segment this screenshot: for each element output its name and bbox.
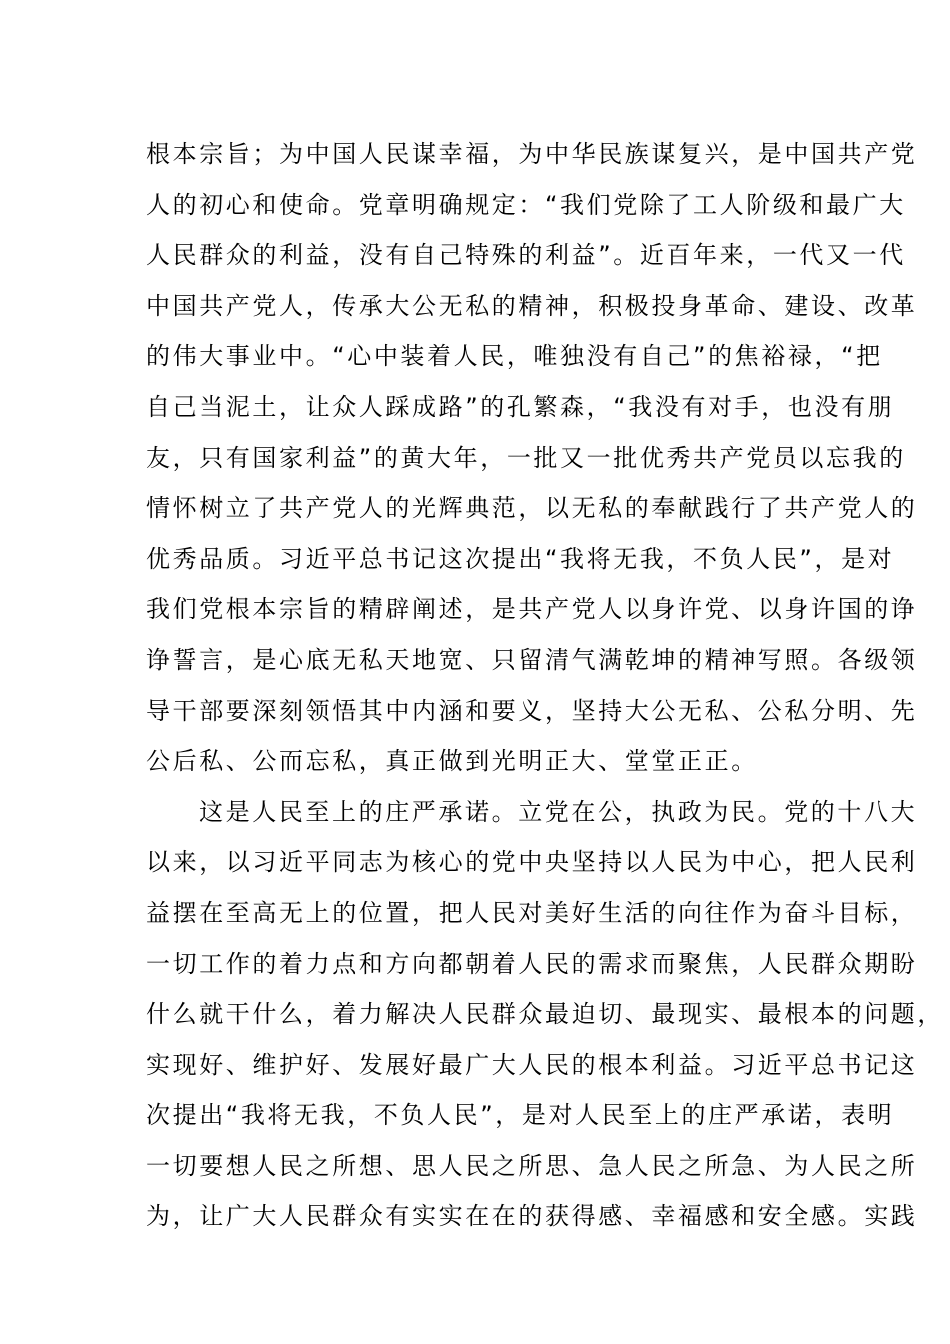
text-line: 人的初心和使命。党章明确规定：“我们党除了工人阶级和最广大 bbox=[146, 190, 906, 219]
text-line: 次提出“我将无我，不负人民”，是对人民至上的庄严承诺，表明 bbox=[146, 1101, 895, 1130]
text-line: 导干部要深刻领悟其中内涵和要义，坚持大公无私、公私分明、先 bbox=[146, 696, 918, 725]
paragraph-start-line: 这是人民至上的庄严承诺。立党在公，执政为民。党的十八大 bbox=[199, 797, 918, 826]
text-line: 友，只有国家利益”的黄大年，一批又一批优秀共产党员以忘我的 bbox=[146, 443, 906, 472]
text-line: 人民群众的利益，没有自己特殊的利益”。近百年来，一代又一代 bbox=[146, 241, 906, 270]
text-line: 为，让广大人民群众有实实在在的获得感、幸福感和安全感。实践 bbox=[146, 1202, 918, 1231]
text-line: 情怀树立了共产党人的光辉典范，以无私的奉献践行了共产党人的 bbox=[146, 494, 918, 523]
text-line: 的伟大事业中。“心中装着人民，唯独没有自己”的焦裕禄，“把 bbox=[146, 342, 883, 371]
text-line: 优秀品质。习近平总书记这次提出“我将无我，不负人民”，是对 bbox=[146, 544, 895, 573]
text-line: 诤誓言，是心底无私天地宽、只留清气满乾坤的精神写照。各级领 bbox=[146, 645, 918, 674]
body-text bbox=[146, 129, 944, 1242]
text-line: 以来，以习近平同志为核心的党中央坚持以人民为中心，把人民利 bbox=[146, 848, 918, 877]
text-line: 根本宗旨；为中国人民谋幸福，为中华民族谋复兴，是中国共产党 bbox=[146, 140, 918, 168]
text-line: 自己当泥土，让众人踩成路”的孔繁森，“我没有对手，也没有朋 bbox=[146, 392, 895, 421]
text-line: 我们党根本宗旨的精辟阐述，是共产党人以身许党、以身许国的诤 bbox=[146, 595, 918, 624]
text-line: 一切要想人民之所想、思人民之所思、急人民之所急、为人民之所 bbox=[146, 1151, 918, 1180]
text-line: 公后私、公而忘私，真正做到光明正大、堂堂正正。 bbox=[146, 747, 758, 776]
text-line: 一切工作的着力点和方向都朝着人民的需求而聚焦，人民群众期盼 bbox=[146, 949, 918, 978]
text-line: 中国共产党人，传承大公无私的精神，积极投身革命、建设、改革 bbox=[146, 291, 918, 320]
text-line: 实现好、维护好、发展好最广大人民的根本利益。习近平总书记这 bbox=[146, 1050, 918, 1079]
text-line: 益摆在至高无上的位置，把人民对美好生活的向往作为奋斗目标， bbox=[146, 898, 918, 927]
text-line: 什么就干什么，着力解决人民群众最迫切、最现实、最根本的问题， bbox=[146, 1000, 944, 1029]
